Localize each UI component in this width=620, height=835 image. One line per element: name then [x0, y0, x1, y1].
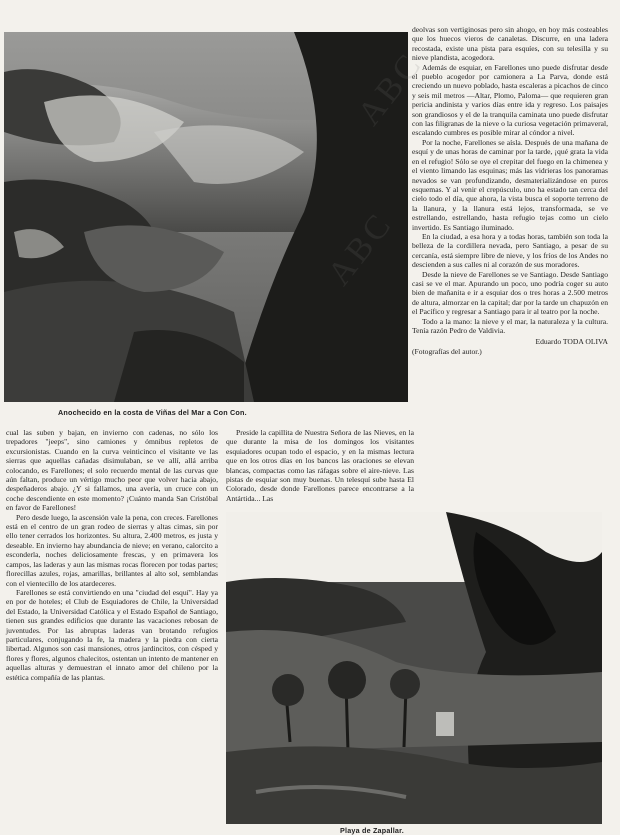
photo-coast-vina-del-mar — [4, 32, 408, 402]
paragraph: Pero desde luego, la ascensión vale la pena, con creces. Farellones está en el centro de un gran rodeo de sierras y altas cimas, sin por ello tener cerrados los horizontes. Su altura, 2.400 metros, es justa y deseable. En invierno hay abundancia de nieve; en verano, calorcito a esconderla, noches deliciosamente frescas, y en primavera los campos, las laderas y aun las mismas rocas florecen por todas partes; florecillas azules, rojas, amarillas, brillantes al alto sol, semblandas con el vientecillo de los atardeceres. — [6, 512, 218, 588]
bottom-photo-caption: Playa de Zapallar. — [340, 826, 404, 835]
paragraph: Farellones se está convirtiendo en una "ciudad del esquí". Hay ya en por de hoteles; el Club de Esquiadores de Chile, la Universidad del Estado, la Universidad Católica y el Estado Español de Santiago, tienen sus grandes edificios que durante las vacaciones rebosan de juventudes. Por las abruptas laderas van brotando refugios particulares, conjugando la fe, la madera y la piedra con cierta libertad. Algunos son casi mansiones, otros jardincitos, con césped y flores y flores, algunos chalecitos, ostentan un intento de mantener en aquellas alturas y demuestran el innato amor del chileno por la estética compañía de las plantas. — [6, 587, 218, 682]
author-signature: Eduardo TODA OLIVA — [535, 337, 608, 347]
paragraph: Desde la nieve de Farellones se ve Santiago. Desde Santiago casi se ve el mar. Apurando un poco, uno podría coger su auto bien de mañanita e ir a esquiar dos o tres horas a 2.500 metros de altura, almorzar en la capital; dar por la tarde un chapuzón en el Pacífico y regresar a Santiago para ir al teatro por la noche. — [412, 269, 608, 317]
paragraph: Todo a la mano: la nieve y el mar, la naturaleza y la cultura. Tenía razón Pedro de Valdivia. — [412, 316, 608, 335]
photo-credit: (Fotografías del autor.) — [412, 346, 482, 356]
left-column — [6, 428, 218, 682]
paragraph: Por la noche, Farellones se aísla. Después de una mañana de esquí y de unas horas de caminar por la tarde, ¡qué grata la vida en el refugio! Sólo se oye el crepitar del fuego en la chimenea y el viento limando las esquinas; más las vidrieras los panoramas nevados se van profundizando, desmaterializándose en puros esquemas. Y al venir el crepúsculo, uno ha estado tan cerca del cielo todo el día, que ahora, la vista busca el soporte terreno de la llanura, y la llanura está lejos, transformada, se ve estrellando, estrellando, hasta refugio tejas como un cielo invertido. Es Santiago iluminado. — [412, 137, 608, 232]
paragraph: En la ciudad, a esa hora y a todas horas, también son toda la belleza de la cordillera nevada, pero Santiago, a pesar de su cercanía, está siempre libre de nieve, y los fríos de los Andes no descienden a sus calles ni al corazón de sus moradores. — [412, 231, 608, 270]
photo-coast-image — [4, 32, 408, 402]
paragraph: deolvas son vertiginosas pero sin ahogo, en hoy más costeables que los huecos vieros de canaletas. Discurre, en una ladera recostada, existe una pista para esquíes, con su telesilla y su nieve plandista, acogedora. — [412, 25, 608, 63]
photo-zapallar-image — [226, 512, 602, 824]
right-top-column — [412, 25, 608, 356]
middle-column — [226, 428, 414, 503]
paragraph: Además de esquiar, en Farellones uno puede disfrutar desde el pueblo acogedor por camionera a La Parva, donde está creciendo un nuevo poblado, hasta escaleras a picachos de cinco y seis mil metros —Altar, Plomo, Paloma— que requieren gran pericia andinista y varios días entre ida y regreso. Los paisajes son grandiosos y el de la tranquila caminata uno puede disfrutar con las filigranas de la nieve o la curiosa vegetación primaveral, escalando cumbres es posible mirar al cóndor a nivel. — [412, 62, 608, 138]
paragraph: cual las suben y bajan, en invierno con cadenas, no sólo los trepadores "jeeps", sino camiones y ómnibus repletos de excursionistas. Cuando en la curva veinticinco el visitante ve las sierras que aquellas cañadas disimulaban, se ve allí, allá arriba colocando, es Farellones; el solo recuerdo mental de las curvas que aún faltan, produce un vértigo mucho peor que volver hacia abajo, despeñaderos abajo. ¿Y si fallamos, una avería, un cruce con un coche descendiente en este momento? ¡Cuánto manda San Cristóbal en favor de Farellones! — [6, 428, 218, 513]
paragraph: Preside la capillita de Nuestra Señora de las Nieves, en la que durante la misa de los domingos los visitantes esquiadores ocupan todo el espacio, y en la mismas lectura que en los otros días en los bancos las oraciones se elevan blancas, compactas como las ráfagas sobre el aire-nieve. Las pistas de esquiar son muy buenas. Un telesquí sube hasta El Colorado, desde donde Farellones parece encontrarse a la Antártida... Las — [226, 428, 414, 503]
top-photo-caption: Anochecido en la costa de Viñas del Mar a Con Con. — [58, 408, 247, 417]
photo-zapallar-beach — [226, 512, 602, 824]
